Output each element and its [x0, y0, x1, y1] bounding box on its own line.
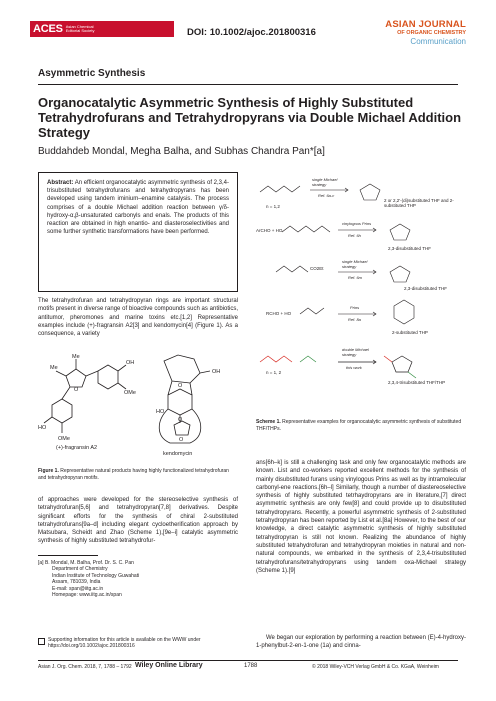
scheme-condition: double Michael strategy	[342, 347, 369, 357]
copyright: © 2018 Wiley-VCH Verlag GmbH & Co. KGaA, Weinheim	[312, 664, 439, 670]
atom-label: OH	[126, 360, 135, 366]
scheme-ref: this work	[346, 365, 362, 370]
journal-logo	[385, 20, 466, 46]
figure-1-caption-label: Figure 1.	[38, 468, 59, 474]
homepage-link[interactable]: Homepage: www.iitg.ac.in/span	[52, 592, 122, 599]
intro-paragraph: The tetrahydrofuran and tetrahydropyran rings are important structural motifs present in diverse range of bioactive compounds such as antibiotics, antitumor, pheromones and marine toxins etc.[1,2] Representative examples include (+)-fragransin A2[3] and kendomycin[4] (Figure 1). As a consequence, a variety	[38, 298, 238, 338]
aces-subtitle: Asian Chemical Editorial Society	[65, 23, 95, 33]
product-ring	[390, 266, 410, 282]
doi-link[interactable]: DOI: 10.1002/ajoc.201800316	[187, 27, 316, 38]
atom-label: Me	[72, 354, 80, 360]
scheme-ref: Ref. 8a	[348, 317, 361, 322]
substrate-chain	[276, 266, 308, 272]
aces-logo: ACES	[33, 23, 63, 35]
abstract-label: Abstract:	[47, 180, 74, 186]
figure-1	[38, 351, 238, 463]
left-paragraph-2: of approaches were developed for the stereoselective synthesis of tetrahydrofuran[5,6] and tetrahydropyran[7,8] derivatives. Despite significant efforts for the synthesis of chiral 2-substituted tetrahydrofurans[9a–d] including elegant cycloetherification approach by Matsubara, Scheidt and Zhao (Scheme 1),[9e–i] catalytic asymmetric synthesis of highly substituted tetrahydrofur-	[38, 497, 238, 545]
aryl-ring-1	[98, 365, 118, 389]
footnote-line: Assam, 781039, India	[52, 579, 101, 586]
atom-label: OMe	[124, 390, 136, 396]
aces-banner	[30, 21, 174, 37]
atom-label: O	[74, 387, 79, 393]
journal-subname: OF ORGANIC CHEMISTRY	[397, 30, 466, 36]
scheme-ref: Ref. 6a-c	[318, 193, 335, 198]
scheme-reagent: CO2Et	[310, 266, 324, 271]
footer-divider	[38, 660, 458, 661]
wiley-online-library-link[interactable]: Wiley Online Library	[135, 662, 203, 669]
molecule-label-kendomycin: kendomycin	[163, 451, 193, 457]
product-ring	[394, 300, 414, 324]
abstract-box	[38, 172, 238, 292]
supporting-info-text[interactable]: Supporting information for this article is available on the WWW under https://doi.org/10.1002/ajoc.201800316	[48, 637, 201, 650]
footnote-line: Department of Chemistry	[52, 566, 108, 573]
scheme-product-label: 2,3,4-trisubstituted THF/THP	[388, 380, 446, 385]
figure-1-caption-text: Representative natural products having highly functionalized tetrahydrofuran and tetrahydropyran motifs.	[38, 468, 229, 481]
scheme-1-caption-label: Scheme 1.	[256, 419, 281, 425]
atom-label: HO	[38, 425, 47, 431]
molecule-label-fragransin: (+)-fragransin A2	[56, 445, 98, 451]
quinone-ring	[168, 389, 192, 415]
macrocycle-top	[164, 355, 200, 383]
scheme-condition: vinylogous Prins	[342, 221, 372, 226]
atom-label: O	[178, 383, 183, 389]
supporting-info-note	[38, 637, 238, 650]
substrate-chain	[260, 356, 292, 362]
substrate-chain	[300, 308, 324, 314]
product-ring	[360, 184, 380, 200]
page-number: 1788	[244, 663, 258, 669]
scheme-product-label: 2 or 2,2'-(di)substituted THF and 2-substituted THP	[384, 198, 454, 208]
scheme-reagent: ArCHO + HO	[256, 228, 283, 233]
enal-chain	[300, 356, 316, 362]
scheme-product-label: 2,3-disubstituted THF	[404, 286, 447, 291]
atom-label: OMe	[58, 436, 70, 442]
scheme-condition: single Michael strategy	[312, 177, 338, 187]
scheme-1-caption	[256, 419, 466, 432]
affiliation-footnote	[38, 560, 238, 598]
scheme-condition: single Michael strategy	[342, 259, 368, 269]
supporting-info-icon	[38, 638, 45, 645]
substrate-chain	[260, 186, 300, 192]
scheme-reagent: n = 1, 2	[266, 370, 282, 375]
journal-name: ASIAN JOURNAL	[385, 19, 466, 30]
scheme-condition: Prins	[350, 305, 360, 310]
scheme-reagent: n = 1,2	[266, 204, 280, 209]
section-heading: Asymmetric Synthesis	[38, 68, 146, 79]
atom-label: O	[179, 437, 184, 443]
figure-1-caption	[38, 468, 238, 481]
scheme-ref: Ref. 6h	[348, 233, 361, 238]
right-paragraph-1: ans[6h–k] is still a challenging task and only few organocatalytic methods are known. List and co-workers reported excellent methods for the synthesis of mainly disubstituted furans using vinylogous Prins as well as by intramolecular carbonyl-ene reactions.[6h–l] Similarly, though a number of diastereoselective synthesis of highly substituted tetrhaydropyrans are in literature,[7] direct asymmetric synthesis are only few[8] and could provide up to disubstituted tetrahydropyrans. Recently, a powerful asymmetric synthesis of 2-substituted tetrahydropyran has been reported by List et al.[8a] However, to the best of our knowledge, a direct catalytic asymmetric synthesis of highly substituted tetrahydropyran is still not known. Realizing the abundance of highly substituted tetrahydrofuran and tetrahydropyran moieties in natural and non-natural compounds, we embarked in the synthesis of 2,3,4-trisubstituted tetrahydrofurans/tetrahydropyrans using tandem oxa-Michael strategy (Scheme 1).[9]	[256, 460, 466, 574]
atom-label: OH	[212, 369, 221, 375]
thf-ring	[66, 369, 86, 387]
scheme-product-label: 2-substituted THP	[392, 330, 428, 335]
footnote-line: [a] B. Mondal, M. Balha, Prof. Dr. S. C. Pan	[38, 560, 134, 566]
atom-label: HO	[156, 409, 165, 415]
product-ring	[392, 356, 412, 372]
email-link[interactable]: E-mail: span@iitg.ac.in	[52, 585, 104, 592]
scheme-reagent: RCHO + HO	[266, 311, 292, 316]
scheme-product-label: 2,3-disubstituted THF	[388, 246, 431, 251]
footnote-line: Indian Institute of Technology Guwahati	[52, 572, 140, 579]
article-type: Communication	[410, 37, 466, 46]
atom-label: O	[178, 417, 183, 423]
atom-label: Me	[50, 365, 58, 371]
thp-ring	[174, 421, 190, 435]
article-title: Organocatalytic Asymmetric Synthesis of Highly Substituted Tetrahydrofurans and Tetrahydropyrans via Double Michael Addition Strategy	[38, 95, 462, 140]
footnote-divider	[38, 555, 98, 556]
author-list: Buddahdeb Mondal, Megha Balha, and Subhas Chandra Pan*[a]	[38, 146, 325, 157]
substrate-chain	[282, 226, 330, 232]
scheme-1-caption-text: Representative examples for organocatalytic asymmetric synthesis of substituted THF/THPs.	[256, 419, 462, 432]
abstract-text	[47, 179, 229, 236]
abstract-body: An efficient organocatalytic asymmetric synthesis of 2,3,4-trisubstituted tetrahydrofurans and tetrahydropyrans has been developed using tandem iminium–enamine catalysis. The process comprises of a double Michael addition reaction between γ/δ-hydroxy-α,β-unsaturated carbonyls and enals. The products of this reaction are obtained in high enantio- and diasteroselectivities and some further synthetic transformations have been performed.	[47, 180, 229, 236]
scheme-ref: Ref. 6m	[348, 275, 363, 280]
right-paragraph-2: We began our exploration by performing a reaction between (E)-4-hydroxy-1-phenylbut-2-en-1-one (1a) and cinna-	[256, 635, 466, 650]
product-ring	[390, 224, 410, 240]
aryl-ring-2	[52, 399, 72, 423]
citation: Asian J. Org. Chem. 2018, 7, 1788 – 1792	[38, 664, 132, 670]
section-divider	[38, 84, 458, 85]
